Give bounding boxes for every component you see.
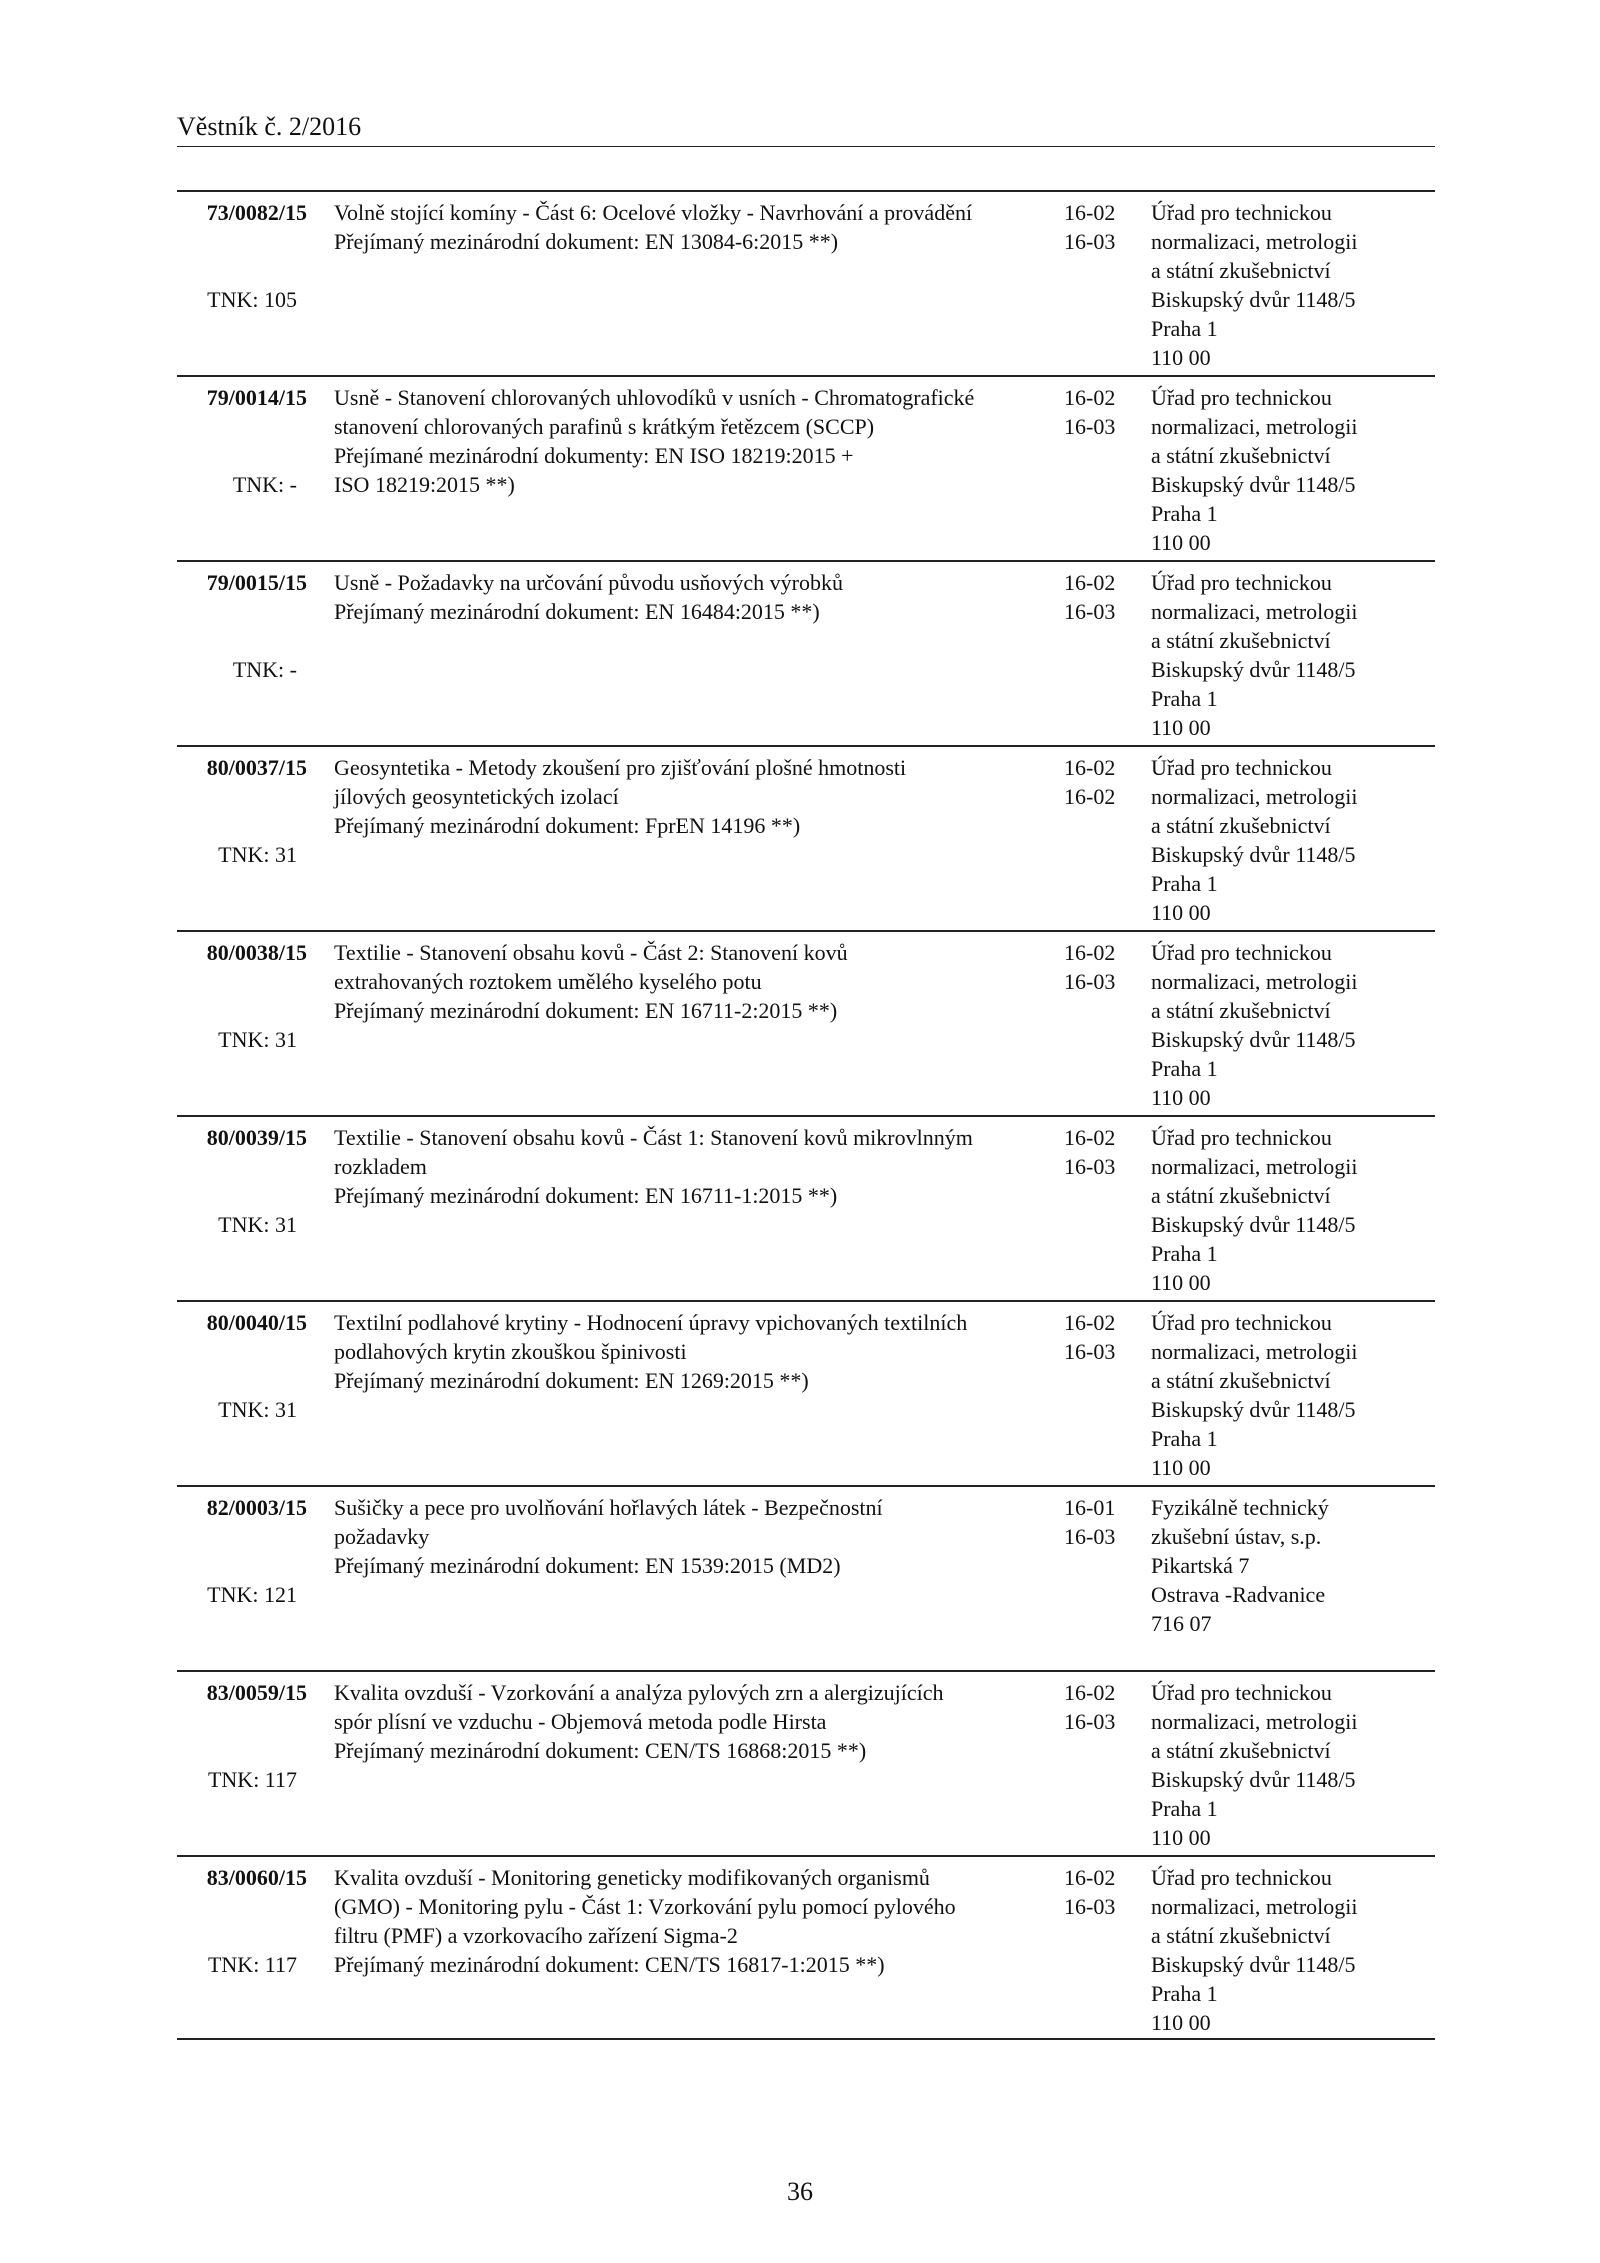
date-value: 16-03 [1064,1894,1116,1919]
address-line: Fyzikálně technický [1151,1495,1329,1520]
row-dates [1064,1123,1134,1181]
address-line: 110 00 [1151,1085,1211,1110]
address-line: a státní zkušebnictví [1151,1923,1331,1948]
row-address [1151,198,1435,372]
address-line: normalizaci, metrologii [1151,599,1358,624]
title-line: (GMO) - Monitoring pylu - Část 1: Vzorkování pylu pomocí pylového [334,1894,956,1919]
row-address [1151,1308,1435,1482]
row-title [334,568,1054,626]
title-line: Přejímaný mezinárodní dokument: EN 1539:2015 (MD2) [334,1553,841,1578]
row-title [334,938,1054,1025]
address-line: 110 00 [1151,1825,1211,1850]
title-line: Volně stojící komíny - Část 6: Ocelové vložky - Navrhování a provádění [334,200,973,225]
tnk-label: TNK: 105 [207,287,297,312]
row-number [177,198,307,227]
address-line: Biskupský dvůr 1148/5 [1151,1952,1356,1977]
row-address [1151,938,1435,1112]
address-line: Úřad pro technickou [1151,1680,1332,1705]
date-value: 16-02 [1064,1310,1116,1335]
header-rule [177,146,1435,147]
row-number [177,568,307,597]
date-value: 16-02 [1064,940,1116,965]
title-line: Přejímaný mezinárodní dokument: CEN/TS 16817-1:2015 **) [334,1952,885,1977]
address-line: a státní zkušebnictví [1151,1738,1331,1763]
address-line: zkušební ústav, s.p. [1151,1524,1322,1549]
title-line: Přejímaný mezinárodní dokument: EN 1269:2015 **) [334,1368,809,1393]
row-dates [1064,383,1134,441]
date-value: 16-03 [1064,1154,1116,1179]
title-line: Přejímané mezinárodní dokumenty: EN ISO 18219:2015 + [334,443,854,468]
document-number: 83/0059/15 [206,1680,307,1705]
address-line: 110 00 [1151,1270,1211,1295]
title-line: Geosyntetika - Metody zkoušení pro zjišťování plošné hmotnosti [334,755,907,780]
date-value: 16-03 [1064,599,1116,624]
address-line: Úřad pro technickou [1151,940,1332,965]
date-value: 16-02 [1064,385,1116,410]
title-line: extrahovaných roztokem umělého kyselého potu [334,969,762,994]
date-value: 16-02 [1064,784,1116,809]
title-line: jílových geosyntetických izolací [334,784,619,809]
address-line: Úřad pro technickou [1151,200,1332,225]
title-line: ISO 18219:2015 **) [334,472,515,497]
address-line: normalizaci, metrologii [1151,1709,1358,1734]
title-line: podlahových krytin zkouškou špinivosti [334,1339,687,1364]
address-line: Praha 1 [1151,1241,1218,1266]
row-address [1151,1123,1435,1297]
page-header-title: Věstník č. 2/2016 [177,112,362,141]
row-number [177,1493,307,1522]
date-value: 16-02 [1064,1125,1116,1150]
row-title [334,1863,1054,1979]
document-number: 83/0060/15 [206,1865,307,1890]
row-dates [1064,1678,1134,1736]
address-line: Úřad pro technickou [1151,755,1332,780]
row-title [334,1308,1054,1395]
address-line: 110 00 [1151,530,1211,555]
address-line: Praha 1 [1151,316,1218,341]
document-number: 79/0014/15 [206,385,307,410]
row-address [1151,383,1435,557]
address-line: Praha 1 [1151,1981,1218,2006]
address-line: Praha 1 [1151,1796,1218,1821]
address-line: Praha 1 [1151,1056,1218,1081]
row-title [334,753,1054,840]
table-row [177,1300,1435,1485]
address-line: Praha 1 [1151,1426,1218,1451]
address-line: normalizaci, metrologii [1151,1339,1358,1364]
address-line: Úřad pro technickou [1151,570,1332,595]
title-line: Sušičky a pece pro uvolňování hořlavých látek - Bezpečnostní [334,1495,883,1520]
title-line: Kvalita ovzduší - Monitoring geneticky modifikovaných organismů [334,1865,930,1890]
title-line: Přejímaný mezinárodní dokument: EN 16711-2:2015 **) [334,998,838,1023]
address-line: 110 00 [1151,900,1211,925]
address-line: normalizaci, metrologii [1151,414,1358,439]
standards-table [177,190,1435,2040]
date-value: 16-02 [1064,570,1116,595]
table-row [177,1855,1435,2040]
table-row [177,375,1435,560]
address-line: Úřad pro technickou [1151,1310,1332,1335]
address-line: Biskupský dvůr 1148/5 [1151,842,1356,867]
address-line: Úřad pro technickou [1151,1865,1332,1890]
table-row [177,1670,1435,1855]
tnk-label: TNK: 117 [207,1767,297,1792]
address-line: Úřad pro technickou [1151,1125,1332,1150]
date-value: 16-03 [1064,969,1116,994]
address-line: a státní zkušebnictví [1151,443,1331,468]
title-line: Usně - Stanovení chlorovaných uhlovodíků v usních - Chromatografické [334,385,975,410]
title-line: požadavky [334,1524,430,1549]
title-line: filtru (PMF) a vzorkovacího zařízení Sigma-2 [334,1923,738,1948]
address-line: 110 00 [1151,1455,1211,1480]
table-row [177,1115,1435,1300]
address-line: a státní zkušebnictví [1151,813,1331,838]
title-line: Textilie - Stanovení obsahu kovů - Část 2: Stanovení kovů [334,940,848,965]
address-line: Praha 1 [1151,501,1218,526]
title-line: Textilní podlahové krytiny - Hodnocení úpravy vpichovaných textilních [334,1310,968,1335]
title-line: Přejímaný mezinárodní dokument: CEN/TS 16868:2015 **) [334,1738,867,1763]
title-line: Přejímaný mezinárodní dokument: EN 16484:2015 **) [334,599,820,624]
row-title [334,1123,1054,1210]
document-number: 79/0015/15 [206,570,307,595]
title-line: spór plísní ve vzduchu - Objemová metoda podle Hirsta [334,1709,827,1734]
row-number [177,938,307,967]
title-line: Kvalita ovzduší - Vzorkování a analýza pylových zrn a alergizujících [334,1680,944,1705]
tnk-label: TNK: 31 [218,1397,297,1422]
date-value: 16-03 [1064,1524,1116,1549]
address-line: Úřad pro technickou [1151,385,1332,410]
address-line: normalizaci, metrologii [1151,969,1358,994]
row-address [1151,568,1435,742]
address-line: Pikartská 7 [1151,1553,1250,1578]
address-line: 110 00 [1151,2010,1211,2035]
row-number [177,1308,307,1337]
address-line: normalizaci, metrologii [1151,229,1358,254]
title-line: Usně - Požadavky na určování původu usňových výrobků [334,570,843,595]
address-line: Biskupský dvůr 1148/5 [1151,1212,1356,1237]
date-value: 16-03 [1064,414,1116,439]
date-value: 16-02 [1064,755,1116,780]
row-dates [1064,568,1134,626]
tnk-label: TNK: - [232,472,297,497]
row-title [334,383,1054,499]
address-line: normalizaci, metrologii [1151,1894,1358,1919]
tnk-label: TNK: - [232,657,297,682]
row-dates [1064,1863,1134,1921]
address-line: Praha 1 [1151,686,1218,711]
row-address [1151,1863,1435,2037]
title-line: Přejímaný mezinárodní dokument: EN 16711-1:2015 **) [334,1183,838,1208]
title-line: Přejímaný mezinárodní dokument: FprEN 14196 **) [334,813,801,838]
address-line: normalizaci, metrologii [1151,784,1358,809]
address-line: a státní zkušebnictví [1151,1368,1331,1393]
address-line: Biskupský dvůr 1148/5 [1151,1397,1356,1422]
row-dates [1064,1308,1134,1366]
row-number [177,1863,307,1892]
row-dates [1064,198,1134,256]
table-row [177,1485,1435,1670]
address-line: Ostrava -Radvanice [1151,1582,1326,1607]
tnk-label: TNK: 31 [218,842,297,867]
date-value: 16-02 [1064,200,1116,225]
row-address [1151,1493,1435,1638]
date-value: 16-03 [1064,1709,1116,1734]
address-line: Biskupský dvůr 1148/5 [1151,287,1356,312]
address-line: 110 00 [1151,345,1211,370]
address-line: 716 07 [1151,1611,1212,1636]
address-line: Biskupský dvůr 1148/5 [1151,472,1356,497]
title-line: stanovení chlorovaných parafinů s krátkým řetězcem (SCCP) [334,414,875,439]
table-row [177,560,1435,745]
title-line: rozkladem [334,1154,427,1179]
document-number: 80/0039/15 [206,1125,307,1150]
table-row [177,190,1435,375]
address-line: normalizaci, metrologii [1151,1154,1358,1179]
date-value: 16-02 [1064,1865,1116,1890]
date-value: 16-02 [1064,1680,1116,1705]
row-number [177,753,307,782]
title-line: Textilie - Stanovení obsahu kovů - Část 1: Stanovení kovů mikrovlnným [334,1125,973,1150]
address-line: a státní zkušebnictví [1151,1183,1331,1208]
row-dates [1064,938,1134,996]
row-dates [1064,753,1134,811]
date-value: 16-01 [1064,1495,1116,1520]
table-row [177,745,1435,930]
address-line: 110 00 [1151,715,1211,740]
address-line: Biskupský dvůr 1148/5 [1151,657,1356,682]
document-number: 73/0082/15 [206,200,307,225]
row-title [334,1493,1054,1580]
address-line: a státní zkušebnictví [1151,258,1331,283]
date-value: 16-03 [1064,229,1116,254]
tnk-label: TNK: 31 [218,1212,297,1237]
row-address [1151,1678,1435,1852]
title-line: Přejímaný mezinárodní dokument: EN 13084-6:2015 **) [334,229,839,254]
row-title [334,1678,1054,1765]
page-number: 36 [787,2177,813,2206]
tnk-label: TNK: 31 [218,1027,297,1052]
row-address [1151,753,1435,927]
address-line: Biskupský dvůr 1148/5 [1151,1767,1356,1792]
date-value: 16-03 [1064,1339,1116,1364]
document-number: 80/0038/15 [206,940,307,965]
document-number: 82/0003/15 [206,1495,307,1520]
row-dates [1064,1493,1134,1551]
tnk-label: TNK: 121 [207,1582,297,1607]
table-row [177,930,1435,1115]
document-number: 80/0037/15 [206,755,307,780]
tnk-label: TNK: 117 [207,1952,297,1977]
document-number: 80/0040/15 [206,1310,307,1335]
address-line: Biskupský dvůr 1148/5 [1151,1027,1356,1052]
row-title [334,198,1054,256]
row-number [177,383,307,412]
address-line: a státní zkušebnictví [1151,628,1331,653]
row-number [177,1123,307,1152]
address-line: a státní zkušebnictví [1151,998,1331,1023]
address-line: Praha 1 [1151,871,1218,896]
row-number [177,1678,307,1707]
